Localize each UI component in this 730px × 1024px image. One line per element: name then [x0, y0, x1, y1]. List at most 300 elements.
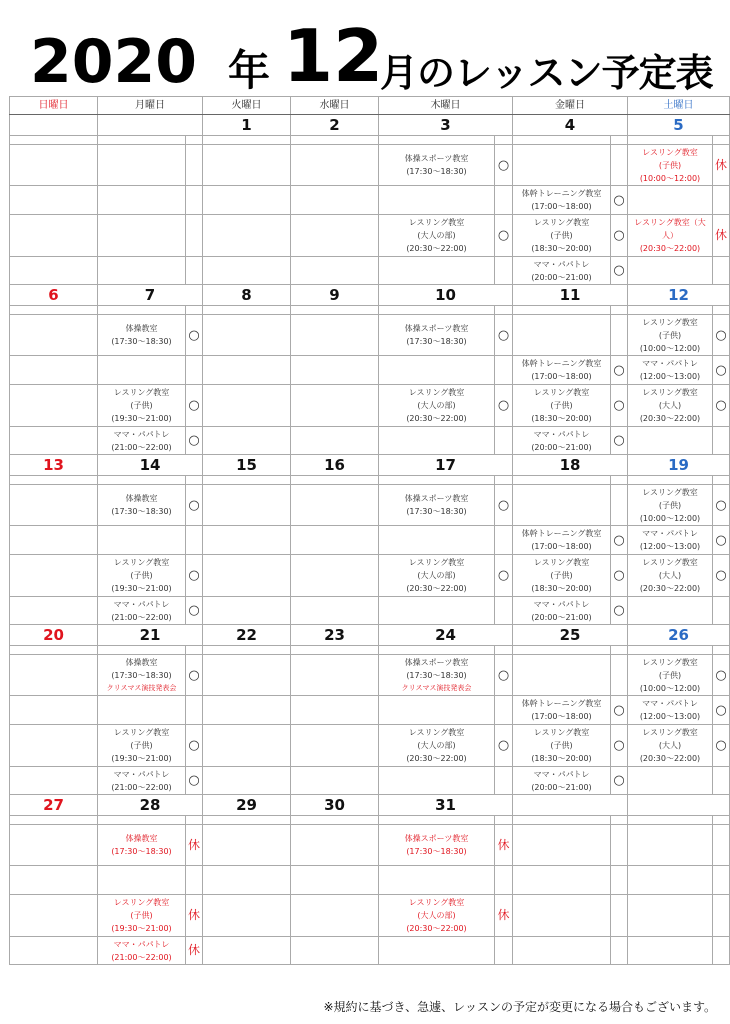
- lesson-text: レスリング教室: [113, 898, 170, 907]
- date-number: 15: [203, 455, 291, 476]
- lesson-text: 体幹トレーニング教室: [521, 699, 602, 708]
- weekday-thu: 木曜日: [379, 97, 513, 115]
- lesson-cell: [513, 767, 611, 795]
- date-number: 5: [628, 115, 730, 136]
- status-mark: ○: [611, 597, 628, 625]
- status-mark: 休: [186, 825, 203, 866]
- spacer-row: [10, 306, 730, 315]
- week-4-date-row: [10, 625, 730, 646]
- lesson-text: レスリング教室: [113, 388, 170, 397]
- status-mark: [611, 895, 628, 937]
- spacer-row: [10, 816, 730, 825]
- lesson-row: [10, 145, 730, 186]
- lesson-row: [10, 767, 730, 795]
- status-mark: ○: [495, 315, 513, 356]
- status-mark: [611, 315, 628, 356]
- status-mark: ○: [495, 555, 513, 597]
- lesson-text: (20:00〜21:00): [531, 782, 592, 792]
- status-mark: 休: [495, 825, 513, 866]
- status-mark: [186, 356, 203, 385]
- weekday-header-row: [10, 97, 730, 115]
- lesson-cell: [10, 257, 98, 285]
- lesson-cell: [379, 315, 495, 356]
- lesson-cell: [98, 526, 186, 555]
- status-mark: ○: [186, 427, 203, 455]
- spacer-cell: [10, 136, 98, 145]
- status-mark: [713, 767, 730, 795]
- date-number: [513, 795, 628, 816]
- lesson-text: (20:30〜22:00): [639, 244, 701, 253]
- status-mark: ○: [611, 215, 628, 257]
- lesson-text: (10:00〜12:00): [639, 513, 701, 523]
- lesson-cell: [98, 485, 186, 526]
- lesson-cell: [291, 655, 379, 696]
- lesson-cell: [628, 725, 713, 767]
- lesson-cell: [291, 356, 379, 385]
- lesson-cell: [291, 725, 379, 767]
- lesson-cell: [379, 655, 495, 696]
- lesson-text: 体操スポーツ教室: [404, 657, 469, 667]
- spacer-cell: [495, 646, 513, 655]
- spacer-cell: [10, 816, 98, 825]
- lesson-cell: [10, 385, 98, 427]
- lesson-row: [10, 356, 730, 385]
- spacer-cell: [611, 476, 628, 485]
- lesson-text: ママ・パパトレ: [113, 939, 170, 949]
- lesson-cell: [513, 315, 611, 356]
- lesson-text: (21:00〜22:00): [111, 952, 172, 962]
- status-mark: [713, 257, 730, 285]
- lesson-cell: [203, 696, 291, 725]
- date-number: 17: [379, 455, 513, 476]
- date-number: 11: [513, 285, 628, 306]
- lesson-cell: [203, 427, 291, 455]
- spacer-cell: [98, 646, 186, 655]
- date-number: 27: [10, 795, 98, 816]
- lesson-cell: [291, 555, 379, 597]
- lesson-text: (20:30〜22:00): [639, 754, 701, 763]
- lesson-text: レスリング教室: [113, 728, 170, 737]
- spacer-cell: [379, 476, 495, 485]
- status-mark: ○: [611, 186, 628, 215]
- spacer-cell: [628, 816, 713, 825]
- lesson-cell: [291, 257, 379, 285]
- status-mark: ○: [495, 485, 513, 526]
- status-mark: ○: [186, 597, 203, 625]
- lesson-cell: [513, 186, 611, 215]
- lesson-cell: [379, 937, 495, 965]
- spacer-cell: [495, 816, 513, 825]
- status-mark: ○: [713, 725, 730, 767]
- spacer-cell: [495, 476, 513, 485]
- status-mark: [186, 696, 203, 725]
- lesson-cell: [98, 555, 186, 597]
- lesson-cell: [628, 937, 713, 965]
- lesson-cell: [98, 315, 186, 356]
- spacer-cell: [379, 136, 495, 145]
- date-number: 29: [203, 795, 291, 816]
- lesson-text: (18:30〜20:00): [531, 584, 592, 593]
- status-mark: [186, 186, 203, 215]
- lesson-text: (17:30〜18:30): [406, 847, 467, 856]
- lesson-text: (18:30〜20:00): [531, 754, 592, 763]
- lesson-text: (19:30〜21:00): [111, 754, 172, 763]
- status-mark: ○: [186, 315, 203, 356]
- spacer-cell: [513, 136, 611, 145]
- lesson-cell: [513, 145, 611, 186]
- status-mark: ○: [611, 725, 628, 767]
- status-mark: ○: [186, 655, 203, 696]
- status-mark: 休: [713, 145, 730, 186]
- lesson-text: レスリング教室: [408, 728, 465, 737]
- status-mark: ○: [495, 145, 513, 186]
- lesson-row: [10, 385, 730, 427]
- lesson-cell: [10, 427, 98, 455]
- lesson-cell: [10, 655, 98, 696]
- lesson-cell: [513, 696, 611, 725]
- title-year-kanji: 年: [228, 46, 271, 95]
- lesson-cell: [628, 485, 713, 526]
- weekday-fri: 金曜日: [513, 97, 628, 115]
- spacer-cell: [10, 306, 98, 315]
- lesson-cell: [628, 555, 713, 597]
- status-mark: [186, 526, 203, 555]
- lesson-text: (子供): [130, 741, 153, 750]
- lesson-text: (20:30〜22:00): [406, 924, 467, 933]
- spacer-cell: [628, 306, 713, 315]
- spacer-cell: [495, 136, 513, 145]
- spacer-cell: [611, 306, 628, 315]
- lesson-cell: [203, 895, 291, 937]
- lesson-cell: [628, 866, 713, 895]
- weekday-sun: 日曜日: [10, 97, 98, 115]
- date-number: [10, 115, 98, 136]
- lesson-cell: [98, 866, 186, 895]
- lesson-text: 体操スポーツ教室: [404, 834, 469, 843]
- lesson-text: (子供): [550, 231, 573, 240]
- status-mark: 休: [495, 895, 513, 937]
- status-mark: [495, 257, 513, 285]
- lesson-text: (12:00〜13:00): [639, 372, 701, 381]
- lesson-text: (17:30〜18:30): [406, 507, 467, 516]
- lesson-cell: [379, 427, 495, 455]
- lesson-cell: [203, 215, 291, 257]
- lesson-text: (12:00〜13:00): [639, 712, 701, 721]
- lesson-text: 体操スポーツ教室: [404, 154, 469, 163]
- lesson-row: [10, 937, 730, 965]
- spacer-cell: [291, 476, 379, 485]
- spacer-cell: [713, 816, 730, 825]
- lesson-cell: [291, 825, 379, 866]
- lesson-text: (20:00〜21:00): [531, 442, 592, 452]
- date-number: 22: [203, 625, 291, 646]
- spacer-cell: [379, 306, 495, 315]
- weekday-sat: 土曜日: [628, 97, 730, 115]
- lesson-text: (20:30〜22:00): [639, 414, 701, 423]
- lesson-text: レスリング教室（大: [634, 218, 706, 227]
- status-mark: ○: [186, 485, 203, 526]
- lesson-cell: [513, 385, 611, 427]
- lesson-cell: [203, 145, 291, 186]
- lesson-cell: [628, 356, 713, 385]
- lesson-cell: [291, 597, 379, 625]
- lesson-cell: [291, 485, 379, 526]
- lesson-cell: [291, 696, 379, 725]
- lesson-cell: [628, 526, 713, 555]
- lesson-cell: [291, 145, 379, 186]
- status-mark: [713, 186, 730, 215]
- lesson-cell: [10, 895, 98, 937]
- status-mark: ○: [186, 725, 203, 767]
- status-mark: ○: [611, 257, 628, 285]
- status-mark: ○: [611, 427, 628, 455]
- lesson-cell: [379, 215, 495, 257]
- status-mark: [713, 427, 730, 455]
- lesson-cell: [291, 186, 379, 215]
- lesson-row: [10, 315, 730, 356]
- date-number: 19: [628, 455, 730, 476]
- lesson-cell: [291, 895, 379, 937]
- status-mark: [495, 427, 513, 455]
- status-mark: ○: [713, 555, 730, 597]
- lesson-text: (大人の部): [417, 741, 456, 750]
- status-mark: [495, 767, 513, 795]
- week-2-date-row: [10, 285, 730, 306]
- lesson-text: (20:30〜22:00): [406, 584, 467, 593]
- date-number: 16: [291, 455, 379, 476]
- spacer-cell: [628, 646, 713, 655]
- spacer-cell: [98, 816, 186, 825]
- lesson-text: (子供): [130, 571, 153, 580]
- status-mark: [495, 526, 513, 555]
- status-mark: ○: [611, 356, 628, 385]
- lesson-cell: [628, 825, 713, 866]
- lesson-cell: [379, 825, 495, 866]
- date-number: 8: [203, 285, 291, 306]
- status-mark: [495, 186, 513, 215]
- lesson-text: レスリング教室: [642, 317, 698, 327]
- lesson-cell: [513, 725, 611, 767]
- lesson-text: (大人の部): [417, 571, 456, 580]
- date-number: 9: [291, 285, 379, 306]
- status-mark: ○: [611, 385, 628, 427]
- status-mark: [495, 937, 513, 965]
- lesson-cell: [513, 526, 611, 555]
- date-number: 24: [379, 625, 513, 646]
- lesson-cell: [628, 315, 713, 356]
- week-5-date-row: [10, 795, 730, 816]
- lesson-row: [10, 257, 730, 285]
- date-number: 31: [379, 795, 513, 816]
- status-mark: ○: [611, 696, 628, 725]
- lesson-cell: [10, 356, 98, 385]
- lesson-cell: [379, 696, 495, 725]
- lesson-cell: [513, 655, 611, 696]
- status-mark: [611, 825, 628, 866]
- lesson-cell: [203, 597, 291, 625]
- lesson-cell: [379, 356, 495, 385]
- spacer-cell: [611, 136, 628, 145]
- lesson-cell: [98, 895, 186, 937]
- weekday-wed: 水曜日: [291, 97, 379, 115]
- lesson-text: レスリング教室: [408, 218, 465, 227]
- lesson-cell: [379, 485, 495, 526]
- lesson-text: レスリング教室: [408, 558, 465, 567]
- title-month: 12: [283, 14, 384, 98]
- status-mark: ○: [495, 385, 513, 427]
- date-number: 14: [98, 455, 203, 476]
- lesson-cell: [379, 526, 495, 555]
- lesson-cell: [379, 767, 495, 795]
- lesson-cell: [203, 526, 291, 555]
- lesson-text: 体幹トレーニング教室: [521, 189, 602, 198]
- status-mark: ○: [186, 555, 203, 597]
- spacer-cell: [203, 476, 291, 485]
- spacer-cell: [186, 136, 203, 145]
- status-mark: [713, 937, 730, 965]
- lesson-text: ママ・パパトレ: [642, 699, 698, 708]
- lesson-text: (19:30〜21:00): [111, 414, 172, 423]
- spacer-cell: [513, 646, 611, 655]
- lesson-cell: [628, 655, 713, 696]
- spacer-cell: [513, 476, 611, 485]
- date-number: 26: [628, 625, 730, 646]
- lesson-text: (17:30〜18:30): [406, 337, 467, 346]
- lesson-cell: [513, 825, 611, 866]
- status-mark: ○: [495, 725, 513, 767]
- lesson-text: レスリング教室: [533, 558, 590, 567]
- lesson-text: レスリング教室: [642, 487, 698, 497]
- lesson-text: ママ・パパトレ: [533, 259, 590, 269]
- status-mark: ○: [713, 696, 730, 725]
- lesson-cell: [379, 597, 495, 625]
- lesson-text: (大人の部): [417, 911, 456, 920]
- spacer-cell: [98, 306, 186, 315]
- lesson-row: [10, 866, 730, 895]
- lesson-text: (17:00〜18:00): [531, 542, 592, 551]
- spacer-cell: [98, 136, 186, 145]
- lesson-cell: [203, 385, 291, 427]
- spacer-cell: [713, 476, 730, 485]
- lesson-cell: [513, 597, 611, 625]
- spacer-cell: [186, 646, 203, 655]
- spacer-cell: [186, 306, 203, 315]
- status-mark: ○: [611, 767, 628, 795]
- date-number: 2: [291, 115, 379, 136]
- lesson-cell: [379, 186, 495, 215]
- lesson-text: (17:30〜18:30): [111, 670, 172, 680]
- lesson-calendar: [9, 96, 730, 965]
- status-mark: ○: [186, 385, 203, 427]
- lesson-text: (20:00〜21:00): [531, 272, 592, 282]
- status-mark: 休: [713, 215, 730, 257]
- lesson-cell: [98, 186, 186, 215]
- status-mark: [186, 257, 203, 285]
- lesson-row: [10, 597, 730, 625]
- lesson-text: 体操教室: [125, 324, 158, 333]
- lesson-text: (大人): [658, 741, 682, 750]
- lesson-cell: [203, 485, 291, 526]
- date-number: [628, 795, 730, 816]
- lesson-text: 人）: [662, 231, 678, 240]
- spacer-cell: [513, 816, 611, 825]
- lesson-cell: [10, 526, 98, 555]
- lesson-cell: [10, 825, 98, 866]
- week-3-date-row: [10, 455, 730, 476]
- lesson-text: ママ・パパトレ: [533, 599, 590, 609]
- lesson-cell: [98, 655, 186, 696]
- lesson-cell: [628, 215, 713, 257]
- spacer-row: [10, 646, 730, 655]
- lesson-cell: [10, 555, 98, 597]
- lesson-text: レスリング教室: [113, 558, 170, 567]
- lesson-text: (20:30〜22:00): [639, 584, 701, 593]
- status-mark: [186, 866, 203, 895]
- date-number: 4: [513, 115, 628, 136]
- lesson-cell: [203, 315, 291, 356]
- lesson-text: 体操教室: [125, 834, 158, 843]
- lesson-text: (子供): [550, 741, 573, 750]
- lesson-cell: [98, 597, 186, 625]
- lesson-row: [10, 655, 730, 696]
- lesson-cell: [291, 315, 379, 356]
- lesson-cell: [379, 866, 495, 895]
- status-mark: ○: [713, 315, 730, 356]
- status-mark: [495, 866, 513, 895]
- event-note: クリスマス演技発表会: [401, 683, 472, 692]
- lesson-text: (17:30〜18:30): [111, 337, 172, 346]
- lesson-text: (大人の部): [417, 401, 456, 410]
- status-mark: ○: [713, 526, 730, 555]
- lesson-cell: [10, 315, 98, 356]
- spacer-cell: [611, 646, 628, 655]
- lesson-cell: [291, 526, 379, 555]
- lesson-cell: [513, 937, 611, 965]
- lesson-cell: [203, 937, 291, 965]
- lesson-cell: [10, 597, 98, 625]
- lesson-cell: [291, 215, 379, 257]
- lesson-row: [10, 485, 730, 526]
- lesson-text: レスリング教室: [408, 388, 465, 397]
- spacer-cell: [379, 646, 495, 655]
- date-number: [98, 115, 203, 136]
- lesson-text: (子供): [130, 401, 153, 410]
- lesson-text: (20:30〜22:00): [406, 754, 467, 763]
- lesson-row: [10, 526, 730, 555]
- date-number: 12: [628, 285, 730, 306]
- status-mark: [186, 145, 203, 186]
- lesson-cell: [379, 257, 495, 285]
- status-mark: ○: [186, 767, 203, 795]
- lesson-cell: [10, 937, 98, 965]
- week-1-date-row: [10, 115, 730, 136]
- date-number: 1: [203, 115, 291, 136]
- lesson-cell: [203, 725, 291, 767]
- spacer-cell: [10, 476, 98, 485]
- lesson-text: (21:00〜22:00): [111, 442, 172, 452]
- spacer-cell: [98, 476, 186, 485]
- lesson-cell: [98, 937, 186, 965]
- lesson-text: レスリング教室: [533, 728, 590, 737]
- lesson-cell: [203, 356, 291, 385]
- lesson-cell: [98, 145, 186, 186]
- lesson-cell: [513, 215, 611, 257]
- lesson-cell: [203, 186, 291, 215]
- lesson-cell: [203, 257, 291, 285]
- lesson-cell: [628, 696, 713, 725]
- lesson-row: [10, 696, 730, 725]
- spacer-cell: [203, 816, 291, 825]
